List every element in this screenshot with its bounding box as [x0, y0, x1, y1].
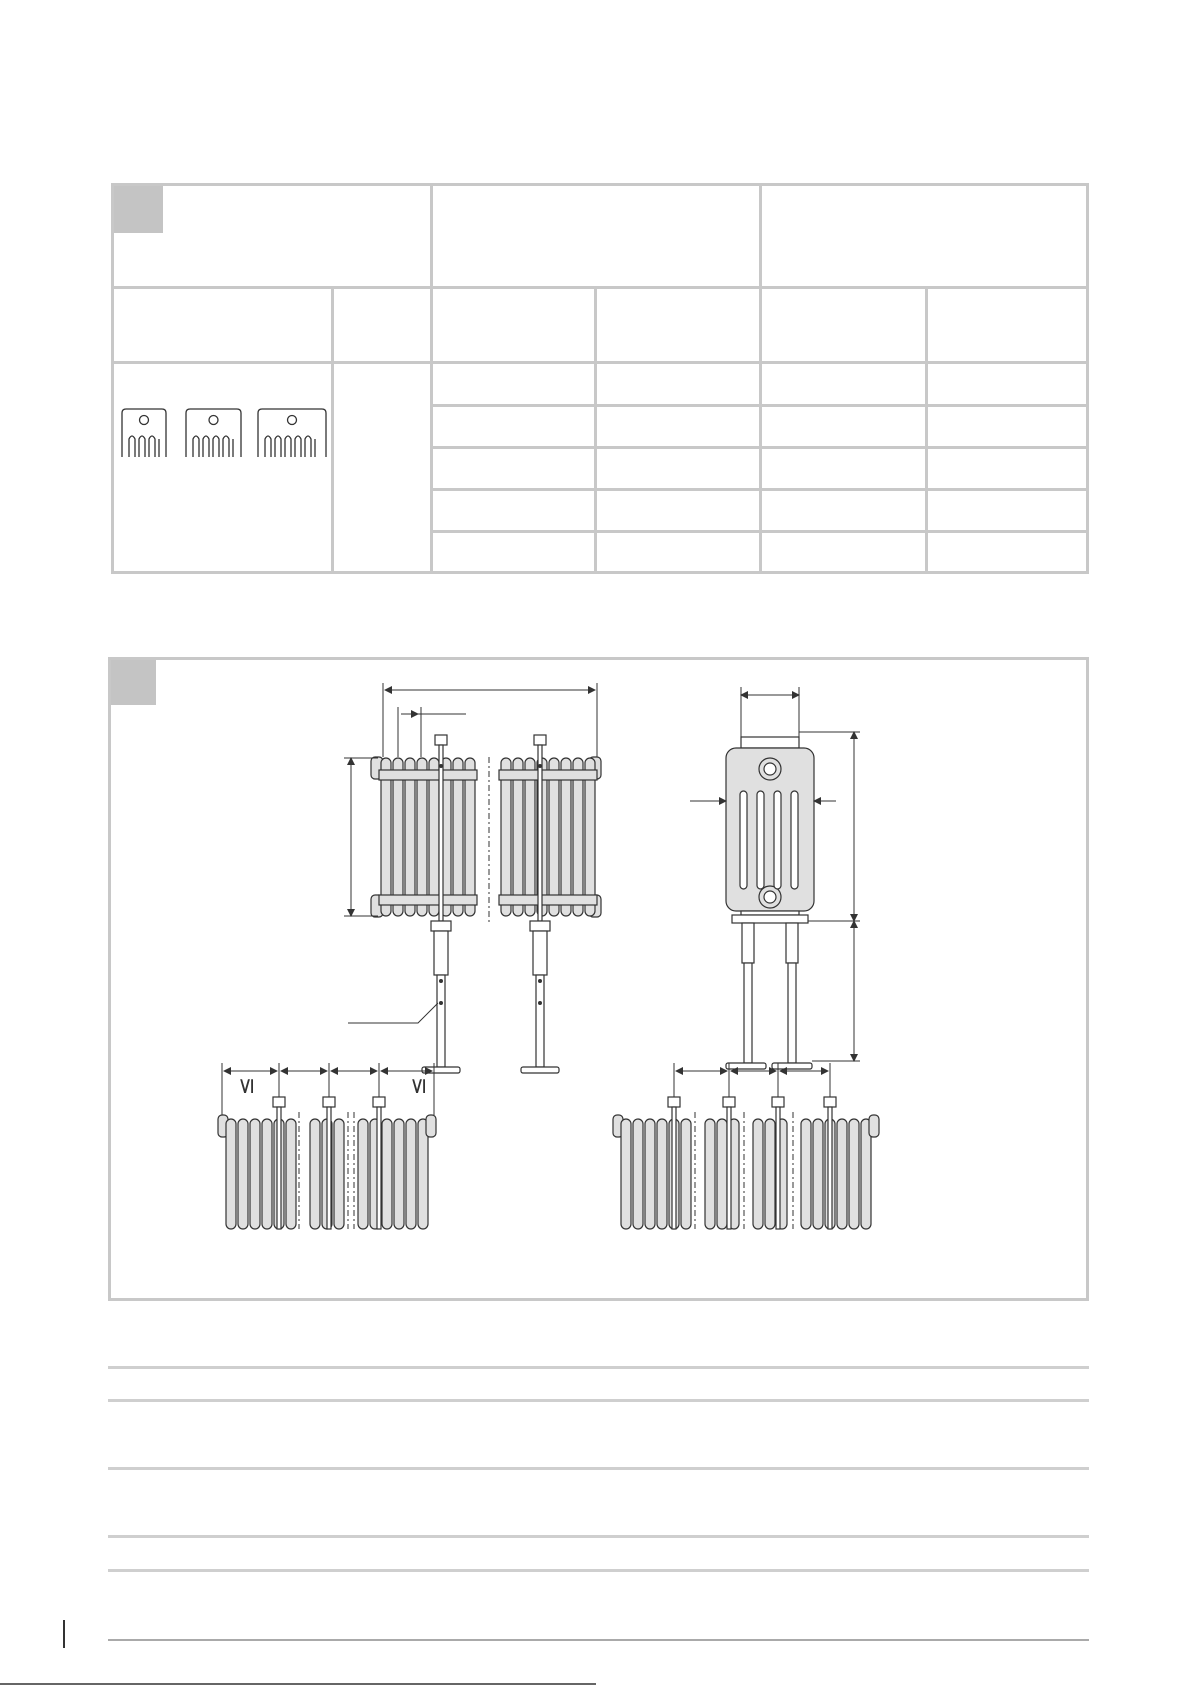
table-section-marker [114, 186, 163, 233]
footer-rule [108, 1467, 1089, 1470]
subheader-a1 [440, 296, 589, 356]
radiator-front-view [371, 757, 601, 917]
footer-rule [108, 1569, 1089, 1572]
subheader-model [121, 296, 326, 356]
radiator-section-4-tube-icon [122, 409, 166, 457]
bottom-right-stand-layout [613, 1063, 879, 1229]
subheader-type [341, 296, 425, 356]
header-column-a [440, 195, 752, 280]
table-grid-line [925, 286, 928, 574]
subheader-a2 [604, 296, 753, 356]
page-number-bar [63, 1620, 65, 1648]
page-bottom-rule [108, 1639, 1089, 1641]
table-grid-line [594, 286, 597, 574]
header-column-b [769, 195, 1081, 280]
table-grid-line [111, 361, 1089, 364]
header-product [170, 195, 425, 280]
footer-rule [108, 1366, 1089, 1369]
radiator-section-5-tube-icon [186, 409, 241, 457]
stand-callout-line [348, 1003, 438, 1023]
max-distance-symbol-right: ≤ [406, 1076, 432, 1096]
max-distance-symbol-left: ≤ [234, 1076, 260, 1096]
radiator-section-6-tube-icon [258, 409, 326, 457]
radiator-installation-drawing [108, 657, 1089, 1301]
table-grid-line [111, 286, 1089, 289]
footer-rule [108, 1535, 1089, 1538]
radiator-floor-stands [422, 735, 559, 1073]
subheader-b2 [935, 296, 1084, 356]
subheader-b1 [769, 296, 918, 356]
footer-rule [108, 1399, 1089, 1402]
table-grid-line [759, 183, 762, 574]
table-grid-line [430, 183, 433, 574]
radiator-side-view [726, 737, 814, 1069]
radiator-section-icons [118, 405, 332, 461]
variant-cell [341, 371, 425, 567]
